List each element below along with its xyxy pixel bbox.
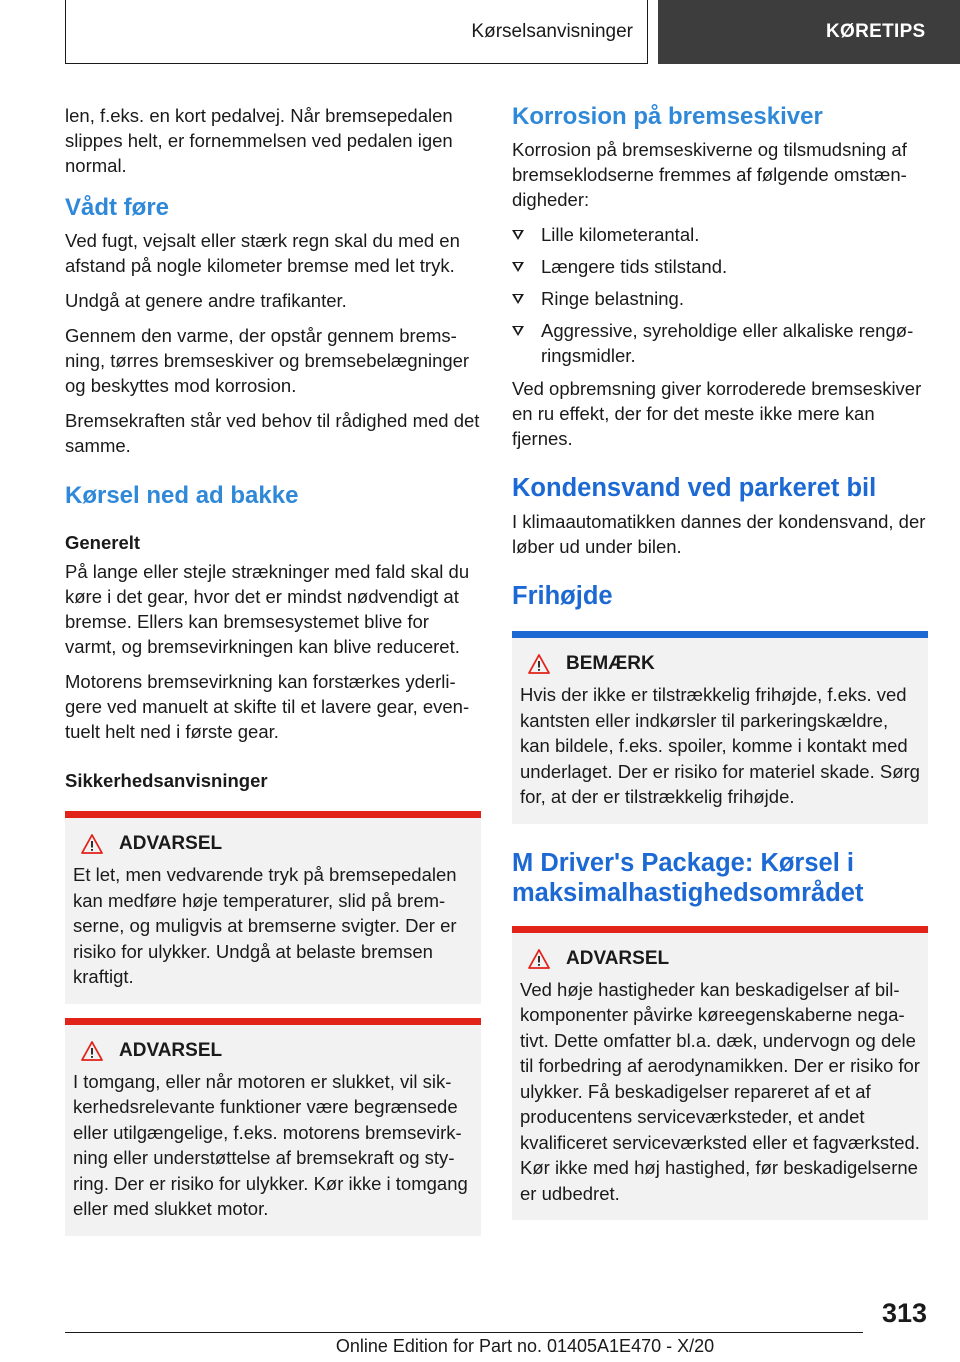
triangle-bullet-icon bbox=[512, 230, 524, 240]
downhill-paragraph-1: På lange eller stejle strækninger med fald skal du køre i det gear, hvor det er mindst nødvendigt at bremse. Ellers kan bremsesystemet blive for varmt, og bremsevirkningen kan blive reduceret. bbox=[65, 561, 470, 657]
warning-title: ADVARSEL bbox=[119, 1039, 223, 1061]
condensation-paragraph: I klimaautomatikken dannes der kondensvand, der løber ud under bilen. bbox=[512, 511, 926, 557]
note-title: BEMÆRK bbox=[566, 653, 655, 674]
corrosion-outro: Ved opbremsning giver korroderede bremseskiver en ru effekt, der for det meste ikke mere kan fjernes. bbox=[512, 378, 922, 449]
list-item: Længere tids stilstand. bbox=[512, 254, 928, 279]
warning-triangle-icon bbox=[81, 834, 103, 854]
footer-divider bbox=[65, 1332, 863, 1333]
footer-edition: Online Edition for Part no. 01405A1E470 - X/20 bbox=[335, 1336, 715, 1356]
downhill-paragraph-2: Motorens bremsevirkning kan forstærkes yderligere ved manuelt at skifte til et lavere gear, eventuelt helt ned i første gear. bbox=[65, 671, 470, 742]
note-title-row bbox=[528, 652, 920, 676]
section-title-text: Kørselsanvisninger bbox=[471, 20, 633, 42]
note-text: Hvis der ikke er tilstrækkelig frihøjde, f.eks. ved kantsten eller indkørsler til parkeringskældre, kan bildele, f.eks. spoiler, komme i kontakt med underlaget. Der er risiko for materiel skade. Sørg for, at der er tilstrækkelig frihøjde. bbox=[520, 684, 920, 807]
note-box-ground-clearance bbox=[512, 631, 928, 824]
wet-paragraph-1: Ved fugt, vejsalt eller stærk regn skal du med en afstand på nogle kilometer bremse med let tryk. bbox=[65, 230, 460, 276]
wet-paragraph-2: Undgå at genere andre trafikanter. bbox=[65, 290, 347, 311]
right-column bbox=[512, 103, 928, 1220]
warning-text: Et let, men vedvarende tryk på bremsepedalen kan medføre høje temperaturer, slid på bremserne, og muligvis at bremserne svigter. Der er risiko for ulykker. Undgå at belaste bremsen kraftigt. bbox=[73, 864, 457, 987]
header-chapter-tab bbox=[658, 0, 960, 64]
heading-wet-conditions: Vådt føre bbox=[65, 194, 170, 221]
corrosion-list bbox=[512, 222, 928, 368]
warning-triangle-icon bbox=[528, 949, 550, 969]
warning-text: I tomgang, eller når motoren er slukket, vil sikkerhedsrelevante funktioner være begrænsede eller utilgængelige, f.eks. motorens bremsevirkning eller understøttelse af bremsekraft og styring. Der er risiko for ulykker. Kør ikke i tomgang eller med slukket motor. bbox=[73, 1070, 468, 1219]
list-item: Aggressive, syreholdige eller alkaliske rengøringsmidler. bbox=[512, 318, 928, 368]
triangle-bullet-icon bbox=[512, 326, 524, 336]
list-item: Ringe belastning. bbox=[512, 286, 928, 311]
warning-title: ADVARSEL bbox=[566, 947, 670, 969]
heading-corrosion: Korrosion på bremseskiver bbox=[512, 103, 823, 130]
warning-title-row bbox=[81, 1039, 473, 1063]
warning-box-idle-engine bbox=[65, 1018, 481, 1236]
heading-downhill: Kørsel ned ad bakke bbox=[65, 482, 299, 509]
warning-text: Ved høje hastigheder kan beskadigelser af bilkomponenter påvirke køreegenskaberne negativt. Dette omfatter bl.a. dæk, undervogn og dele til forbedring af aerodynamikken. Der er risiko for ulykker. Få beskadigelser repareret af et af producentens serviceværksteder, et andet kvalificeret serviceværksted eller et fagværksted. Kør ikke med høj hastighed, før beskadigelserne er udbedret. bbox=[520, 978, 920, 1204]
chapter-title-text: KØRETIPS bbox=[826, 21, 926, 42]
header-section-title bbox=[65, 0, 648, 64]
page-number: 313 bbox=[881, 1298, 927, 1328]
wet-paragraph-3: Gennem den varme, der opstår gennem bremsning, tørres bremseskiver og bremsebelægninger og beskyttes mod korrosion. bbox=[65, 325, 470, 396]
warning-box-high-speed bbox=[512, 926, 928, 1221]
left-column bbox=[65, 103, 481, 1236]
warning-triangle-icon bbox=[81, 1041, 103, 1061]
warning-triangle-icon bbox=[528, 654, 550, 674]
heading-ground-clearance: Frihøjde bbox=[512, 582, 613, 610]
heading-condensation: Kondensvand ved parkeret bil bbox=[512, 474, 877, 502]
wet-paragraph-4: Bremsekraften står ved behov til rådighed med det samme. bbox=[65, 410, 480, 456]
intro-paragraph: len, f.eks. en kort pedalvej. Når bremsepedalen slippes helt, er fornemmelsen ved pedalen igen normal. bbox=[65, 105, 453, 176]
heading-safety: Sikkerhedsanvisninger bbox=[65, 770, 268, 791]
triangle-bullet-icon bbox=[512, 262, 524, 272]
warning-title: ADVARSEL bbox=[119, 833, 223, 854]
warning-title-row bbox=[81, 832, 473, 856]
warning-title-row bbox=[528, 947, 920, 971]
warning-box-brake-pressure bbox=[65, 811, 481, 1004]
heading-m-drivers-package: M Driver's Package: Kørsel i maksimalhastighedsområdet bbox=[512, 848, 864, 907]
heading-general: Generelt bbox=[65, 532, 141, 553]
list-item: Lille kilometerantal. bbox=[512, 222, 928, 247]
triangle-bullet-icon bbox=[512, 294, 524, 304]
corrosion-intro: Korrosion på bremseskiverne og tilsmudsning af bremseklodserne fremmes af følgende omstændigheder: bbox=[512, 139, 907, 210]
